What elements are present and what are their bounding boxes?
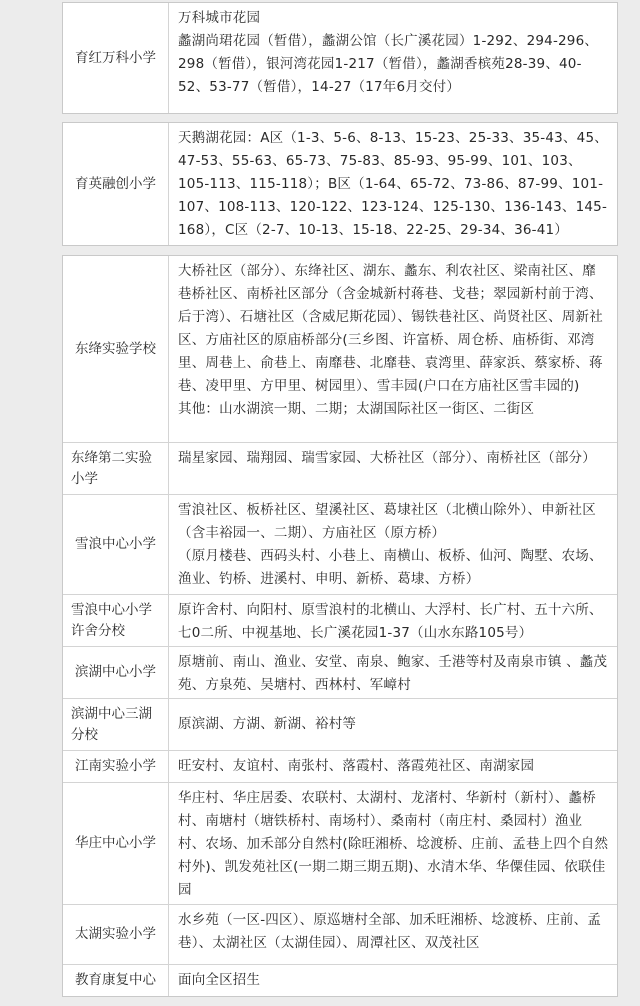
table-row <box>63 442 617 494</box>
table-row <box>63 964 617 996</box>
table-row <box>63 123 617 245</box>
table-row <box>63 594 617 646</box>
catchment-area: 水乡苑（一区-四区）、原巡塘村全部、加禾旺湘桥、埝渡桥、庄前、孟巷）、太湖社区（太湖佳园）、周潭社区、双茂社区 <box>178 912 602 951</box>
school-name: 滨湖中心小学 <box>63 647 169 698</box>
table-row <box>63 904 617 964</box>
catchment-area: 瑞星家园、瑞翔园、瑞雪家园、大桥社区（部分）、南桥社区（部分） <box>178 450 596 466</box>
catchment-area: 原塘前、南山、渔业、安堂、南泉、鲍家、壬港等村及南泉市镇 、蠡茂苑、方泉苑、吴塘村、西林村、军嶂村 <box>178 654 608 693</box>
enrollment-table-2 <box>62 122 618 246</box>
table-row <box>63 782 617 904</box>
school-name: 雪浪中心小学许舍分校 <box>63 595 169 646</box>
school-name: 江南实验小学 <box>63 751 169 782</box>
catchment-area: 原许舍村、向阳村、原雪浪村的北横山、大浮村、长广村、五十六所、七0二所、中视基地、长广溪花园1-37（山水东路105号） <box>178 602 603 641</box>
catchment-area: 雪浪社区、板桥社区、望溪社区、葛埭社区（北横山除外）、申新社区（含丰裕园一、二期）、方庙社区（原方桥） （原月楼巷、西码头村、小巷上、南横山、板桥、仙河、陶墅、农场、渔业、钓桥、进溪村、申明、新桥、葛埭、方桥） <box>178 502 603 587</box>
table-row <box>63 494 617 594</box>
table-row <box>63 3 617 113</box>
table-row <box>63 750 617 782</box>
school-name: 教育康复中心 <box>63 965 169 996</box>
enrollment-table-1 <box>62 2 618 114</box>
school-name: 育红万科小学 <box>63 3 169 113</box>
enrollment-table-3 <box>62 255 618 997</box>
school-name: 滨湖中心三湖分校 <box>63 699 169 750</box>
catchment-area: 旺安村、友谊村、南张村、落霞村、落霞苑社区、南湖家园 <box>178 758 535 774</box>
school-name: 太湖实验小学 <box>63 905 169 964</box>
catchment-area: 原滨湖、方湖、新湖、裕村等 <box>178 716 357 732</box>
table-row <box>63 256 617 442</box>
table-row <box>63 698 617 750</box>
catchment-area: 大桥社区（部分）、东绛社区、湖东、蠡东、利农社区、梁南社区、靡巷桥社区、南桥社区部分（含金城新村蒋巷、戈巷；翠园新村前于湾、后于湾）、石塘社区（含威尼斯花园）、锡铁巷社区、尚贤社区、周新社区、方庙社区的原庙桥部分(三乡图、许富桥、周仓桥、庙桥街、邓湾里、周巷上、俞巷上、南靡巷、北靡巷、袁湾里、薛家浜、蔡家桥、蒋巷、凌甲里、方甲里、树园里）、雪丰园(户口在方庙社区雪丰园的) 其他：山水湖滨一期、二期；太湖国际社区一街区、二街区 <box>178 263 603 417</box>
catchment-area: 天鹅湖花园：A区（1-3、5-6、8-13、15-23、25-33、35-43、45、47-53、55-63、65-73、75-83、85-93、95-99、101、103、105-113、115-118）；B区（1-64、65-72、73-86、87-99、101-107、108-113、120-122、123-124、125-130、136-143、145-168），C区（2-7、10-13、15-18、22-25、29-34、36-41） <box>178 130 608 238</box>
school-name: 华庄中心小学 <box>63 783 169 904</box>
table-row <box>63 646 617 698</box>
catchment-area: 万科城市花园 蠡湖尚珺花园（暂借），蠡湖公馆（长广溪花园）1-292、294-296、298（暂借），银河湾花园1-217（暂借），蠡湖香槟苑28-39、40-52、53-77（暂借），14-27（17年6月交付） <box>178 10 599 95</box>
school-name: 雪浪中心小学 <box>63 495 169 594</box>
school-name: 东绛第二实验小学 <box>63 443 169 494</box>
catchment-area: 面向全区招生 <box>178 972 261 988</box>
school-name: 育英融创小学 <box>63 123 169 245</box>
school-name: 东绛实验学校 <box>63 256 169 442</box>
catchment-area: 华庄村、华庄居委、农联村、太湖村、龙渚村、华新村（新村）、蠡桥村、南塘村（塘铁桥村、南场村）、桑南村（南庄村、桑园村）渔业村、农场、加禾部分自然村(除旺湘桥、埝渡桥、庄前、孟巷上四个自然村外)、凯发苑社区(一期二期三期五期)、水清木华、华僳佳园、依联佳园 <box>178 790 609 898</box>
